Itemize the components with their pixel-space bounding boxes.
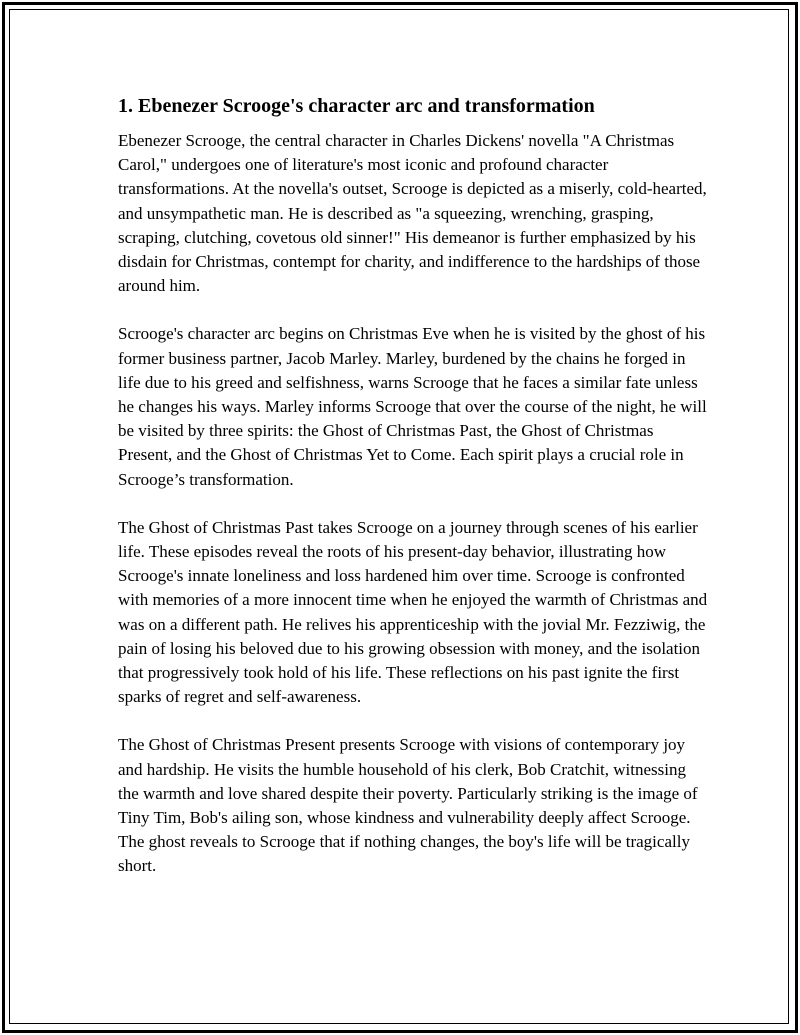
paragraph-marley: Scrooge's character arc begins on Christmas Eve when he is visited by the ghost of his former business partner, Jacob Marley. Marley, burdened by the chains he forged in life due to his greed and selfishness, warns Scrooge that he faces a similar fate unless he changes his ways. Marley informs Scrooge that over the course of the night, he will be visited by three spirits: the Ghost of Christmas Past, the Ghost of Christmas Present, and the Ghost of Christmas Yet to Come. Each spirit plays a crucial role in Scrooge’s transformation. bbox=[118, 324, 707, 489]
paragraph-christmas-past: The Ghost of Christmas Past takes Scrooge on a journey through scenes of his earlier life. These episodes reveal the roots of his present-day behavior, illustrating how Scrooge's innate loneliness and loss hardened him over time. Scrooge is confronted with memories of a more innocent time when he enjoyed the warmth of Christmas and was on a different path. He relives his apprenticeship with the jovial Mr. Fezziwig, the pain of losing his beloved due to his growing obsession with money, and the isolation that progressively took hold of his life. These reflections on his past ignite the first sparks of regret and self-awareness. bbox=[118, 517, 708, 707]
document-body bbox=[118, 92, 708, 903]
paragraph-intro: Ebenezer Scrooge, the central character in Charles Dickens' novella "A Christmas Carol," undergoes one of literature's most iconic and profound character transformations. At the novella's outset, Scrooge is depicted as a miserly, cold-hearted, and unsympathetic man. He is described as "a squeezing, wrenching, grasping, scraping, clutching, covetous old sinner!" His demeanor is further emphasized by his disdain for Christmas, contempt for charity, and indifference to the hardships of those around him. bbox=[118, 131, 707, 296]
section-heading: 1. Ebenezer Scrooge's character arc and transformation bbox=[118, 95, 595, 117]
paragraph-christmas-present: The Ghost of Christmas Present presents Scrooge with visions of contemporary joy and hardship. He visits the humble household of his clerk, Bob Cratchit, witnessing the warmth and love shared despite their poverty. Particularly striking is the image of Tiny Tim, Bob's ailing son, whose kindness and vulnerability deeply affect Scrooge. The ghost reveals to Scrooge that if nothing changes, the boy's life will be tragically short. bbox=[118, 735, 698, 876]
